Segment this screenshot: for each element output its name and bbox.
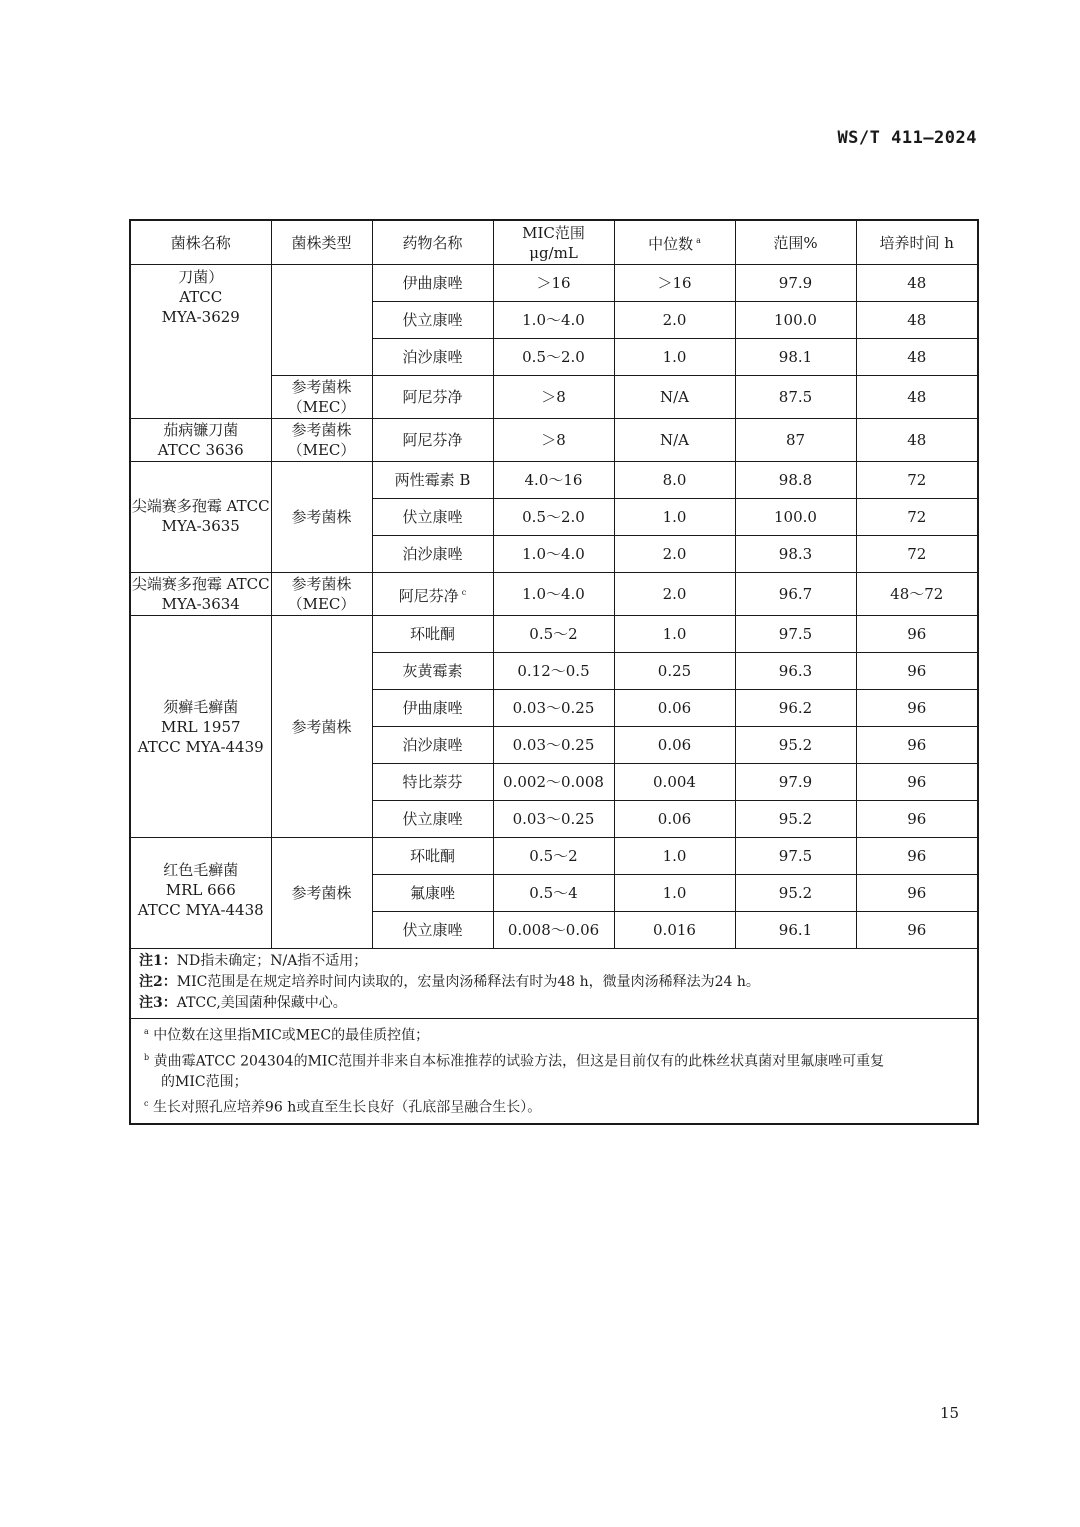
mic-cell: 1.0～4.0	[493, 536, 614, 573]
header-strain: 菌株名称	[130, 220, 271, 265]
drug-cell: 特比萘芬	[372, 764, 493, 801]
type-cell	[271, 376, 372, 419]
qc-range-table	[129, 219, 979, 1125]
table-row	[130, 419, 978, 462]
time-cell: 96	[856, 838, 978, 875]
median-cell: 0.25	[614, 653, 735, 690]
range-cell: 95.2	[735, 727, 856, 764]
range-cell: 96.1	[735, 912, 856, 949]
header-range-pct: 范围%	[735, 220, 856, 265]
range-cell: 98.3	[735, 536, 856, 573]
time-cell: 96	[856, 912, 978, 949]
strain-line: MRL 1957	[160, 717, 241, 736]
type-cell: 参考菌株	[271, 838, 372, 949]
strain-line: 茄病镰刀菌	[163, 421, 239, 439]
drug-cell: 伏立康唑	[372, 801, 493, 838]
drug-cell	[372, 573, 493, 616]
range-cell: 96.3	[735, 653, 856, 690]
median-cell: N/A	[614, 419, 735, 462]
mic-cell: 1.0～4.0	[493, 302, 614, 339]
median-cell: 1.0	[614, 339, 735, 376]
header-median	[614, 220, 735, 265]
strain-line: MYA-3635	[161, 517, 240, 535]
type-line: 参考菌株	[291, 421, 352, 439]
range-cell: 87.5	[735, 376, 856, 419]
mic-cell: 0.12～0.5	[493, 653, 614, 690]
drug-cell: 伏立康唑	[372, 912, 493, 949]
footnote-text: 黄曲霉ATCC 204304的MIC范围并非来自本标准推荐的试验方法，但这是目前仅有的此株丝状真菌对里氟康唑可重复	[153, 1053, 885, 1070]
note-item	[139, 972, 969, 993]
strain-line: MYA-3629	[161, 308, 240, 326]
drug-cell: 泊沙康唑	[372, 536, 493, 573]
median-cell: N/A	[614, 376, 735, 419]
footnote-mark: c	[144, 1099, 149, 1109]
type-cell-empty	[271, 265, 372, 376]
note-label: 注3：	[139, 995, 177, 1011]
type-line: （MEC）	[287, 398, 356, 416]
drug-cell: 伏立康唑	[372, 302, 493, 339]
strain-line: 尖端赛多孢霉 ATCC	[131, 575, 270, 593]
mic-cell: 4.0～16	[493, 462, 614, 499]
strain-cell	[130, 616, 271, 838]
strain-line: 须癣毛癣菌	[163, 697, 239, 716]
mic-cell: ＞8	[493, 376, 614, 419]
type-line: （MEC）	[287, 595, 356, 613]
median-cell: 2.0	[614, 536, 735, 573]
strain-line: 刀菌）	[178, 268, 224, 286]
note-label: 注1：	[139, 953, 177, 969]
mic-cell: 0.5～2.0	[493, 339, 614, 376]
footnote-mark: b	[144, 1052, 150, 1062]
note-text: ND指未确定；N/A指不适用；	[176, 953, 368, 969]
type-line: （MEC）	[287, 441, 356, 459]
strain-cell	[130, 265, 271, 419]
type-cell	[271, 419, 372, 462]
median-cell: 0.016	[614, 912, 735, 949]
note-item	[139, 993, 969, 1014]
mic-cell: 0.03～0.25	[493, 690, 614, 727]
drug-cell: 阿尼芬净	[372, 419, 493, 462]
notes-row	[130, 949, 978, 1019]
drug-footnote-mark: c	[461, 587, 467, 597]
median-cell: 2.0	[614, 302, 735, 339]
time-cell: 96	[856, 875, 978, 912]
footnote-text: 生长对照孔应培养96 h或直至生长良好（孔底部呈融合生长）。	[152, 1099, 542, 1116]
time-cell: 96	[856, 801, 978, 838]
time-cell: 72	[856, 499, 978, 536]
range-cell: 100.0	[735, 499, 856, 536]
strain-line: ATCC 3636	[157, 441, 244, 459]
median-cell: 0.06	[614, 690, 735, 727]
type-line: 参考菌株	[291, 378, 352, 396]
time-cell: 72	[856, 536, 978, 573]
mic-cell: 0.002～0.008	[493, 764, 614, 801]
mic-cell: 0.008～0.06	[493, 912, 614, 949]
range-cell: 95.2	[735, 801, 856, 838]
type-cell: 参考菌株	[271, 616, 372, 838]
drug-cell: 环吡酮	[372, 838, 493, 875]
strain-line: 尖端赛多孢霉 ATCC	[131, 497, 270, 515]
header-drug: 药物名称	[372, 220, 493, 265]
table-row	[130, 838, 978, 875]
drug-cell: 泊沙康唑	[372, 339, 493, 376]
drug-cell: 氟康唑	[372, 875, 493, 912]
mic-cell: 1.0～4.0	[493, 573, 614, 616]
median-cell: 1.0	[614, 838, 735, 875]
footnote-text: 中位数在这里指MIC或MEC的最佳质控值；	[153, 1027, 430, 1044]
strain-cell	[130, 462, 271, 573]
range-cell: 100.0	[735, 302, 856, 339]
footnote-item	[141, 1021, 971, 1047]
mic-cell: 0.5～2.0	[493, 499, 614, 536]
time-cell: 96	[856, 690, 978, 727]
footnote-item	[141, 1047, 971, 1073]
mic-cell: ＞16	[493, 265, 614, 302]
mic-cell: 0.03～0.25	[493, 801, 614, 838]
time-cell: 48	[856, 265, 978, 302]
mic-cell: ＞8	[493, 419, 614, 462]
type-line: 参考菌株	[291, 575, 352, 593]
header-mic-line2: μg/mL	[529, 243, 578, 262]
header-mic	[493, 220, 614, 265]
time-cell: 96	[856, 616, 978, 653]
notes-cell	[130, 949, 978, 1019]
note-label: 注2：	[139, 974, 177, 990]
median-cell: 1.0	[614, 875, 735, 912]
time-cell: 48	[856, 302, 978, 339]
range-cell: 97.5	[735, 838, 856, 875]
type-cell	[271, 573, 372, 616]
time-cell: 96	[856, 764, 978, 801]
footnotes-cell	[130, 1019, 978, 1124]
range-cell: 97.5	[735, 616, 856, 653]
strain-line: MRL 666	[165, 881, 236, 899]
strain-line: ATCC	[179, 288, 223, 306]
time-cell: 48	[856, 339, 978, 376]
footnote-continuation: 的MIC范围；	[161, 1074, 248, 1091]
header-type: 菌株类型	[271, 220, 372, 265]
drug-cell: 伏立康唑	[372, 499, 493, 536]
header-median-label: 中位数	[648, 235, 694, 253]
table-row	[130, 265, 978, 302]
time-cell: 48	[856, 376, 978, 419]
mic-cell: 0.5～4	[493, 875, 614, 912]
range-cell: 87	[735, 419, 856, 462]
median-cell: 2.0	[614, 573, 735, 616]
strain-cell	[130, 419, 271, 462]
time-cell: 96	[856, 653, 978, 690]
drug-cell: 两性霉素 B	[372, 462, 493, 499]
strain-cell	[130, 838, 271, 949]
drug-cell: 阿尼芬净	[372, 376, 493, 419]
mic-cell: 0.03～0.25	[493, 727, 614, 764]
time-cell: 48	[856, 419, 978, 462]
footnote-item	[141, 1093, 971, 1119]
header-mic-line1: MIC范围	[522, 223, 585, 242]
footnote-mark: a	[144, 1027, 149, 1036]
range-cell: 98.1	[735, 339, 856, 376]
note-text: ATCC,美国菌种保藏中心。	[176, 995, 347, 1011]
range-cell: 96.2	[735, 690, 856, 727]
header-median-footnote-mark: a	[696, 236, 701, 245]
footnotes-row	[130, 1019, 978, 1124]
range-cell: 96.7	[735, 573, 856, 616]
page-number: 15	[940, 1404, 960, 1422]
time-cell: 72	[856, 462, 978, 499]
median-cell: 0.06	[614, 801, 735, 838]
median-cell: 0.004	[614, 764, 735, 801]
median-cell: 1.0	[614, 616, 735, 653]
drug-cell: 泊沙康唑	[372, 727, 493, 764]
strain-line: ATCC MYA-4438	[137, 901, 264, 919]
time-cell: 96	[856, 727, 978, 764]
median-cell: 8.0	[614, 462, 735, 499]
drug-cell: 伊曲康唑	[372, 265, 493, 302]
mic-cell: 0.5～2	[493, 838, 614, 875]
table-row	[130, 462, 978, 499]
strain-line: MYA-3634	[161, 595, 240, 613]
time-cell: 48～72	[856, 573, 978, 616]
drug-cell: 灰黄霉素	[372, 653, 493, 690]
median-cell: ＞16	[614, 265, 735, 302]
strain-line: ATCC MYA-4439	[137, 737, 264, 756]
drug-cell: 伊曲康唑	[372, 690, 493, 727]
drug-label: 阿尼芬净	[398, 586, 459, 605]
table-row	[130, 573, 978, 616]
median-cell: 0.06	[614, 727, 735, 764]
median-cell: 1.0	[614, 499, 735, 536]
strain-cell	[130, 573, 271, 616]
header-time: 培养时间 h	[856, 220, 978, 265]
standard-number: WS/T 411—2024	[837, 128, 977, 148]
type-cell: 参考菌株	[271, 462, 372, 573]
range-cell: 97.9	[735, 265, 856, 302]
range-cell: 95.2	[735, 875, 856, 912]
drug-cell: 环吡酮	[372, 616, 493, 653]
table-row	[130, 616, 978, 653]
note-text: MIC范围是在规定培养时间内读取的，宏量肉汤稀释法有时为48 h，微量肉汤稀释法为24 h。	[176, 974, 760, 990]
range-cell: 98.8	[735, 462, 856, 499]
strain-line: 红色毛癣菌	[163, 861, 239, 879]
mic-cell: 0.5～2	[493, 616, 614, 653]
note-item	[139, 951, 969, 972]
range-cell: 97.9	[735, 764, 856, 801]
